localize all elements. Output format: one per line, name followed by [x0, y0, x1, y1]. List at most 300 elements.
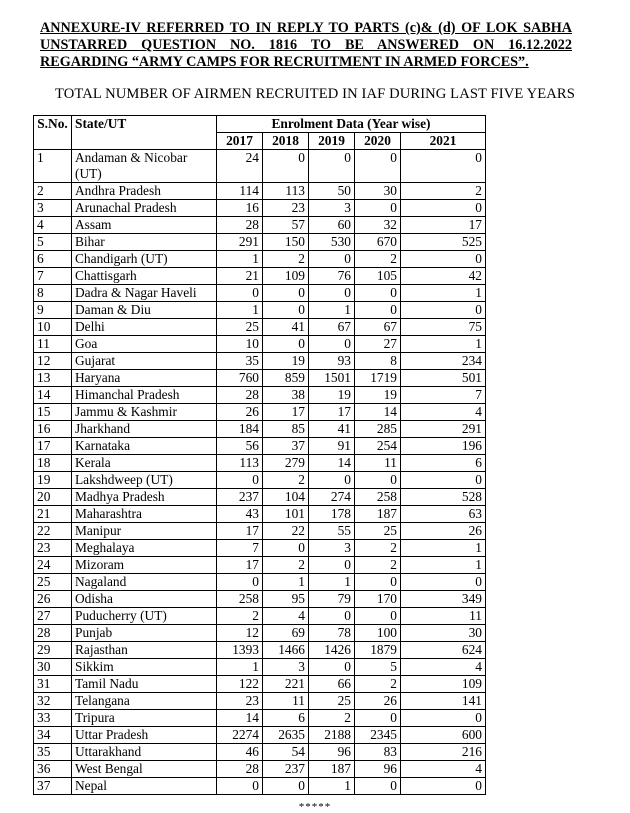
table-row [34, 472, 486, 489]
table-row [34, 642, 486, 659]
row-value-2018: 17 [263, 404, 309, 421]
table-row [34, 523, 486, 540]
row-sno: 5 [34, 234, 72, 251]
row-value-2021: 291 [401, 421, 486, 438]
row-value-2021: 4 [401, 761, 486, 778]
row-value-2017: 760 [217, 370, 263, 387]
row-value-2017: 56 [217, 438, 263, 455]
row-value-2020: 2 [355, 251, 401, 268]
row-value-2018: 0 [263, 285, 309, 302]
row-value-2017: 1 [217, 302, 263, 319]
row-state-name: Arunachal Pradesh [72, 200, 217, 217]
row-sno: 8 [34, 285, 72, 302]
row-value-2017: 7 [217, 540, 263, 557]
row-sno: 12 [34, 353, 72, 370]
row-value-2019: 0 [309, 150, 355, 183]
table-row [34, 710, 486, 727]
row-value-2019: 0 [309, 472, 355, 489]
header-enrolment-group: Enrolment Data (Year wise) [217, 116, 486, 133]
row-value-2018: 221 [263, 676, 309, 693]
row-sno: 24 [34, 557, 72, 574]
row-sno: 25 [34, 574, 72, 591]
row-value-2019: 3 [309, 200, 355, 217]
row-value-2020: 258 [355, 489, 401, 506]
row-value-2021: 0 [401, 472, 486, 489]
row-sno: 36 [34, 761, 72, 778]
end-marker: ***** [298, 801, 332, 813]
table-row [34, 234, 486, 251]
row-state-name: Nepal [72, 778, 217, 795]
row-sno: 30 [34, 659, 72, 676]
row-sno: 11 [34, 336, 72, 353]
row-value-2019: 67 [309, 319, 355, 336]
row-value-2017: 0 [217, 285, 263, 302]
row-value-2021: 0 [401, 710, 486, 727]
row-value-2017: 21 [217, 268, 263, 285]
row-sno: 3 [34, 200, 72, 217]
row-value-2019: 1 [309, 778, 355, 795]
row-value-2021: 1 [401, 336, 486, 353]
row-value-2019: 2 [309, 710, 355, 727]
row-value-2018: 1466 [263, 642, 309, 659]
row-value-2021: 600 [401, 727, 486, 744]
row-value-2018: 150 [263, 234, 309, 251]
row-value-2018: 19 [263, 353, 309, 370]
row-value-2019: 0 [309, 285, 355, 302]
row-value-2020: 285 [355, 421, 401, 438]
row-value-2017: 16 [217, 200, 263, 217]
row-value-2017: 35 [217, 353, 263, 370]
row-value-2018: 1 [263, 574, 309, 591]
row-state-name: Haryana [72, 370, 217, 387]
row-value-2019: 25 [309, 693, 355, 710]
row-value-2018: 6 [263, 710, 309, 727]
row-state-name: Maharashtra [72, 506, 217, 523]
row-value-2021: 525 [401, 234, 486, 251]
row-value-2019: 66 [309, 676, 355, 693]
table-row [34, 336, 486, 353]
row-state-name: Bihar [72, 234, 217, 251]
row-value-2018: 104 [263, 489, 309, 506]
row-value-2020: 1879 [355, 642, 401, 659]
row-value-2020: 83 [355, 744, 401, 761]
row-value-2020: 0 [355, 472, 401, 489]
row-value-2021: 1 [401, 557, 486, 574]
row-value-2021: 4 [401, 659, 486, 676]
row-value-2017: 24 [217, 150, 263, 183]
row-value-2021: 4 [401, 404, 486, 421]
row-value-2019: 55 [309, 523, 355, 540]
row-state-name: Mizoram [72, 557, 217, 574]
table-row [34, 319, 486, 336]
row-value-2020: 670 [355, 234, 401, 251]
row-value-2021: 26 [401, 523, 486, 540]
row-sno: 7 [34, 268, 72, 285]
row-sno: 28 [34, 625, 72, 642]
row-value-2020: 0 [355, 302, 401, 319]
row-value-2020: 14 [355, 404, 401, 421]
row-value-2021: 42 [401, 268, 486, 285]
row-value-2020: 26 [355, 693, 401, 710]
row-value-2021: 0 [401, 150, 486, 183]
row-state-name: Goa [72, 336, 217, 353]
row-value-2021: 0 [401, 778, 486, 795]
table-body [34, 150, 486, 795]
row-value-2020: 2 [355, 557, 401, 574]
row-value-2020: 105 [355, 268, 401, 285]
row-sno: 21 [34, 506, 72, 523]
enrolment-table [33, 115, 486, 795]
row-value-2018: 0 [263, 778, 309, 795]
row-value-2017: 2274 [217, 727, 263, 744]
row-sno: 27 [34, 608, 72, 625]
row-value-2019: 76 [309, 268, 355, 285]
table-row [34, 727, 486, 744]
table-row [34, 659, 486, 676]
header-year: 2017 [217, 133, 263, 150]
table-row [34, 625, 486, 642]
row-sno: 34 [34, 727, 72, 744]
table-row [34, 370, 486, 387]
row-value-2019: 3 [309, 540, 355, 557]
row-sno: 6 [34, 251, 72, 268]
row-value-2020: 30 [355, 183, 401, 200]
row-value-2020: 2345 [355, 727, 401, 744]
row-value-2018: 2 [263, 472, 309, 489]
table-row [34, 778, 486, 795]
row-value-2021: 75 [401, 319, 486, 336]
row-value-2019: 96 [309, 744, 355, 761]
row-value-2017: 28 [217, 217, 263, 234]
header-sno: S.No. [34, 116, 72, 150]
row-value-2017: 26 [217, 404, 263, 421]
row-value-2020: 0 [355, 285, 401, 302]
row-value-2018: 101 [263, 506, 309, 523]
row-value-2019: 60 [309, 217, 355, 234]
row-sno: 22 [34, 523, 72, 540]
row-value-2017: 237 [217, 489, 263, 506]
table-row [34, 489, 486, 506]
row-sno: 37 [34, 778, 72, 795]
row-value-2021: 349 [401, 591, 486, 608]
row-sno: 18 [34, 455, 72, 472]
table-row [34, 455, 486, 472]
annexure-heading [40, 20, 572, 71]
table-row [34, 150, 486, 183]
row-value-2020: 8 [355, 353, 401, 370]
row-value-2018: 85 [263, 421, 309, 438]
table-row [34, 387, 486, 404]
row-value-2018: 2 [263, 557, 309, 574]
row-sno: 2 [34, 183, 72, 200]
table-row [34, 302, 486, 319]
row-value-2020: 27 [355, 336, 401, 353]
row-state-name: Chandigarh (UT) [72, 251, 217, 268]
heading-line-2: UNSTARRED QUESTION NO. 1816 TO BE ANSWERED ON 16.12.2022 [40, 37, 572, 53]
row-value-2017: 17 [217, 557, 263, 574]
row-value-2021: 196 [401, 438, 486, 455]
row-value-2018: 37 [263, 438, 309, 455]
row-state-name: Andaman & Nicobar (UT) [72, 150, 217, 183]
row-state-name: Telangana [72, 693, 217, 710]
row-value-2017: 43 [217, 506, 263, 523]
row-value-2018: 0 [263, 150, 309, 183]
row-value-2017: 0 [217, 778, 263, 795]
row-value-2017: 12 [217, 625, 263, 642]
table-row [34, 217, 486, 234]
row-value-2018: 54 [263, 744, 309, 761]
row-sno: 1 [34, 150, 72, 183]
row-value-2020: 0 [355, 200, 401, 217]
table-row [34, 693, 486, 710]
row-state-name: Chattisgarh [72, 268, 217, 285]
row-value-2021: 1 [401, 540, 486, 557]
heading-line-3: REGARDING “ARMY CAMPS FOR RECRUITMENT IN ARMED FORCES”. [40, 54, 529, 70]
row-value-2019: 187 [309, 761, 355, 778]
row-value-2020: 25 [355, 523, 401, 540]
table-row [34, 676, 486, 693]
row-value-2017: 1393 [217, 642, 263, 659]
table-row [34, 608, 486, 625]
row-value-2018: 0 [263, 336, 309, 353]
row-value-2020: 19 [355, 387, 401, 404]
row-sno: 13 [34, 370, 72, 387]
row-value-2017: 114 [217, 183, 263, 200]
row-value-2021: 2 [401, 183, 486, 200]
row-value-2018: 38 [263, 387, 309, 404]
row-value-2017: 291 [217, 234, 263, 251]
header-year: 2019 [309, 133, 355, 150]
row-value-2018: 279 [263, 455, 309, 472]
row-value-2018: 237 [263, 761, 309, 778]
row-sno: 32 [34, 693, 72, 710]
header-year: 2018 [263, 133, 309, 150]
table-row [34, 591, 486, 608]
row-value-2021: 528 [401, 489, 486, 506]
table-row [34, 438, 486, 455]
row-sno: 9 [34, 302, 72, 319]
row-value-2017: 25 [217, 319, 263, 336]
row-value-2017: 1 [217, 251, 263, 268]
row-state-name: Jharkhand [72, 421, 217, 438]
row-value-2020: 170 [355, 591, 401, 608]
row-state-name: Delhi [72, 319, 217, 336]
table-row [34, 557, 486, 574]
row-value-2020: 2 [355, 540, 401, 557]
row-value-2017: 122 [217, 676, 263, 693]
row-state-name: Daman & Diu [72, 302, 217, 319]
row-value-2020: 0 [355, 574, 401, 591]
row-sno: 26 [34, 591, 72, 608]
row-value-2020: 0 [355, 778, 401, 795]
row-value-2018: 69 [263, 625, 309, 642]
row-state-name: West Bengal [72, 761, 217, 778]
row-sno: 33 [34, 710, 72, 727]
row-value-2018: 0 [263, 540, 309, 557]
row-sno: 29 [34, 642, 72, 659]
row-value-2017: 184 [217, 421, 263, 438]
row-value-2017: 28 [217, 761, 263, 778]
table-row [34, 268, 486, 285]
row-value-2017: 0 [217, 574, 263, 591]
table-row [34, 540, 486, 557]
row-value-2021: 17 [401, 217, 486, 234]
heading-line-1: ANNEXURE-IV REFERRED TO IN REPLY TO PARTS (c)& (d) OF LOK SABHA [40, 20, 572, 36]
row-value-2021: 7 [401, 387, 486, 404]
row-value-2021: 6 [401, 455, 486, 472]
row-value-2021: 216 [401, 744, 486, 761]
row-value-2019: 178 [309, 506, 355, 523]
row-value-2018: 859 [263, 370, 309, 387]
header-year: 2020 [355, 133, 401, 150]
row-value-2021: 109 [401, 676, 486, 693]
row-value-2019: 41 [309, 421, 355, 438]
table-row [34, 251, 486, 268]
row-value-2019: 1426 [309, 642, 355, 659]
row-value-2020: 0 [355, 710, 401, 727]
row-state-name: Tamil Nadu [72, 676, 217, 693]
table-row [34, 574, 486, 591]
row-value-2019: 274 [309, 489, 355, 506]
row-value-2018: 2635 [263, 727, 309, 744]
row-value-2021: 0 [401, 251, 486, 268]
row-value-2017: 258 [217, 591, 263, 608]
row-value-2020: 32 [355, 217, 401, 234]
row-value-2020: 0 [355, 150, 401, 183]
row-value-2020: 1719 [355, 370, 401, 387]
row-value-2019: 17 [309, 404, 355, 421]
row-value-2017: 23 [217, 693, 263, 710]
row-value-2019: 78 [309, 625, 355, 642]
table-row [34, 200, 486, 217]
row-state-name: Sikkim [72, 659, 217, 676]
row-value-2020: 67 [355, 319, 401, 336]
row-value-2020: 100 [355, 625, 401, 642]
row-state-name: Manipur [72, 523, 217, 540]
row-value-2020: 254 [355, 438, 401, 455]
row-value-2017: 28 [217, 387, 263, 404]
row-sno: 35 [34, 744, 72, 761]
table-subtitle: TOTAL NUMBER OF AIRMEN RECRUITED IN IAF DURING LAST FIVE YEARS [55, 86, 575, 102]
row-state-name: Nagaland [72, 574, 217, 591]
row-value-2020: 11 [355, 455, 401, 472]
table-row [34, 353, 486, 370]
row-value-2018: 113 [263, 183, 309, 200]
table-row [34, 761, 486, 778]
row-value-2019: 1501 [309, 370, 355, 387]
row-value-2021: 0 [401, 200, 486, 217]
table-row [34, 404, 486, 421]
row-value-2018: 0 [263, 302, 309, 319]
row-state-name: Rajasthan [72, 642, 217, 659]
row-value-2018: 95 [263, 591, 309, 608]
row-sno: 4 [34, 217, 72, 234]
row-state-name: Uttarakhand [72, 744, 217, 761]
row-value-2021: 234 [401, 353, 486, 370]
row-sno: 10 [34, 319, 72, 336]
row-value-2021: 501 [401, 370, 486, 387]
row-value-2018: 23 [263, 200, 309, 217]
row-value-2019: 91 [309, 438, 355, 455]
row-value-2020: 187 [355, 506, 401, 523]
row-state-name: Karnataka [72, 438, 217, 455]
row-value-2019: 1 [309, 574, 355, 591]
row-sno: 14 [34, 387, 72, 404]
row-value-2019: 79 [309, 591, 355, 608]
row-state-name: Himanchal Pradesh [72, 387, 217, 404]
row-sno: 19 [34, 472, 72, 489]
row-value-2021: 624 [401, 642, 486, 659]
row-sno: 31 [34, 676, 72, 693]
row-value-2018: 57 [263, 217, 309, 234]
row-sno: 15 [34, 404, 72, 421]
row-value-2018: 3 [263, 659, 309, 676]
row-value-2019: 50 [309, 183, 355, 200]
table-row [34, 506, 486, 523]
row-value-2021: 63 [401, 506, 486, 523]
row-state-name: Meghalaya [72, 540, 217, 557]
row-value-2017: 1 [217, 659, 263, 676]
table-row [34, 421, 486, 438]
row-value-2019: 0 [309, 608, 355, 625]
row-value-2018: 2 [263, 251, 309, 268]
row-value-2020: 5 [355, 659, 401, 676]
row-value-2018: 41 [263, 319, 309, 336]
table-row [34, 183, 486, 200]
row-sno: 23 [34, 540, 72, 557]
row-value-2019: 1 [309, 302, 355, 319]
row-state-name: Lakshdweep (UT) [72, 472, 217, 489]
row-value-2017: 0 [217, 472, 263, 489]
row-state-name: Assam [72, 217, 217, 234]
row-value-2019: 0 [309, 336, 355, 353]
row-value-2021: 141 [401, 693, 486, 710]
row-value-2018: 11 [263, 693, 309, 710]
row-state-name: Kerala [72, 455, 217, 472]
header-year: 2021 [401, 133, 486, 150]
row-state-name: Dadra & Nagar Haveli [72, 285, 217, 302]
header-state: State/UT [72, 116, 217, 150]
table-row [34, 744, 486, 761]
table-row [34, 285, 486, 302]
row-value-2019: 14 [309, 455, 355, 472]
row-value-2021: 1 [401, 285, 486, 302]
row-value-2018: 22 [263, 523, 309, 540]
row-value-2019: 530 [309, 234, 355, 251]
row-value-2017: 46 [217, 744, 263, 761]
row-value-2019: 0 [309, 251, 355, 268]
row-value-2021: 11 [401, 608, 486, 625]
row-value-2017: 113 [217, 455, 263, 472]
row-value-2021: 0 [401, 574, 486, 591]
row-state-name: Uttar Pradesh [72, 727, 217, 744]
row-state-name: Puducherry (UT) [72, 608, 217, 625]
row-state-name: Gujarat [72, 353, 217, 370]
row-value-2018: 4 [263, 608, 309, 625]
row-sno: 20 [34, 489, 72, 506]
row-value-2017: 17 [217, 523, 263, 540]
row-state-name: Madhya Pradesh [72, 489, 217, 506]
row-value-2019: 2188 [309, 727, 355, 744]
row-value-2018: 109 [263, 268, 309, 285]
row-value-2020: 96 [355, 761, 401, 778]
row-value-2019: 93 [309, 353, 355, 370]
row-state-name: Andhra Pradesh [72, 183, 217, 200]
row-value-2021: 0 [401, 302, 486, 319]
row-state-name: Tripura [72, 710, 217, 727]
row-sno: 16 [34, 421, 72, 438]
row-value-2020: 0 [355, 608, 401, 625]
